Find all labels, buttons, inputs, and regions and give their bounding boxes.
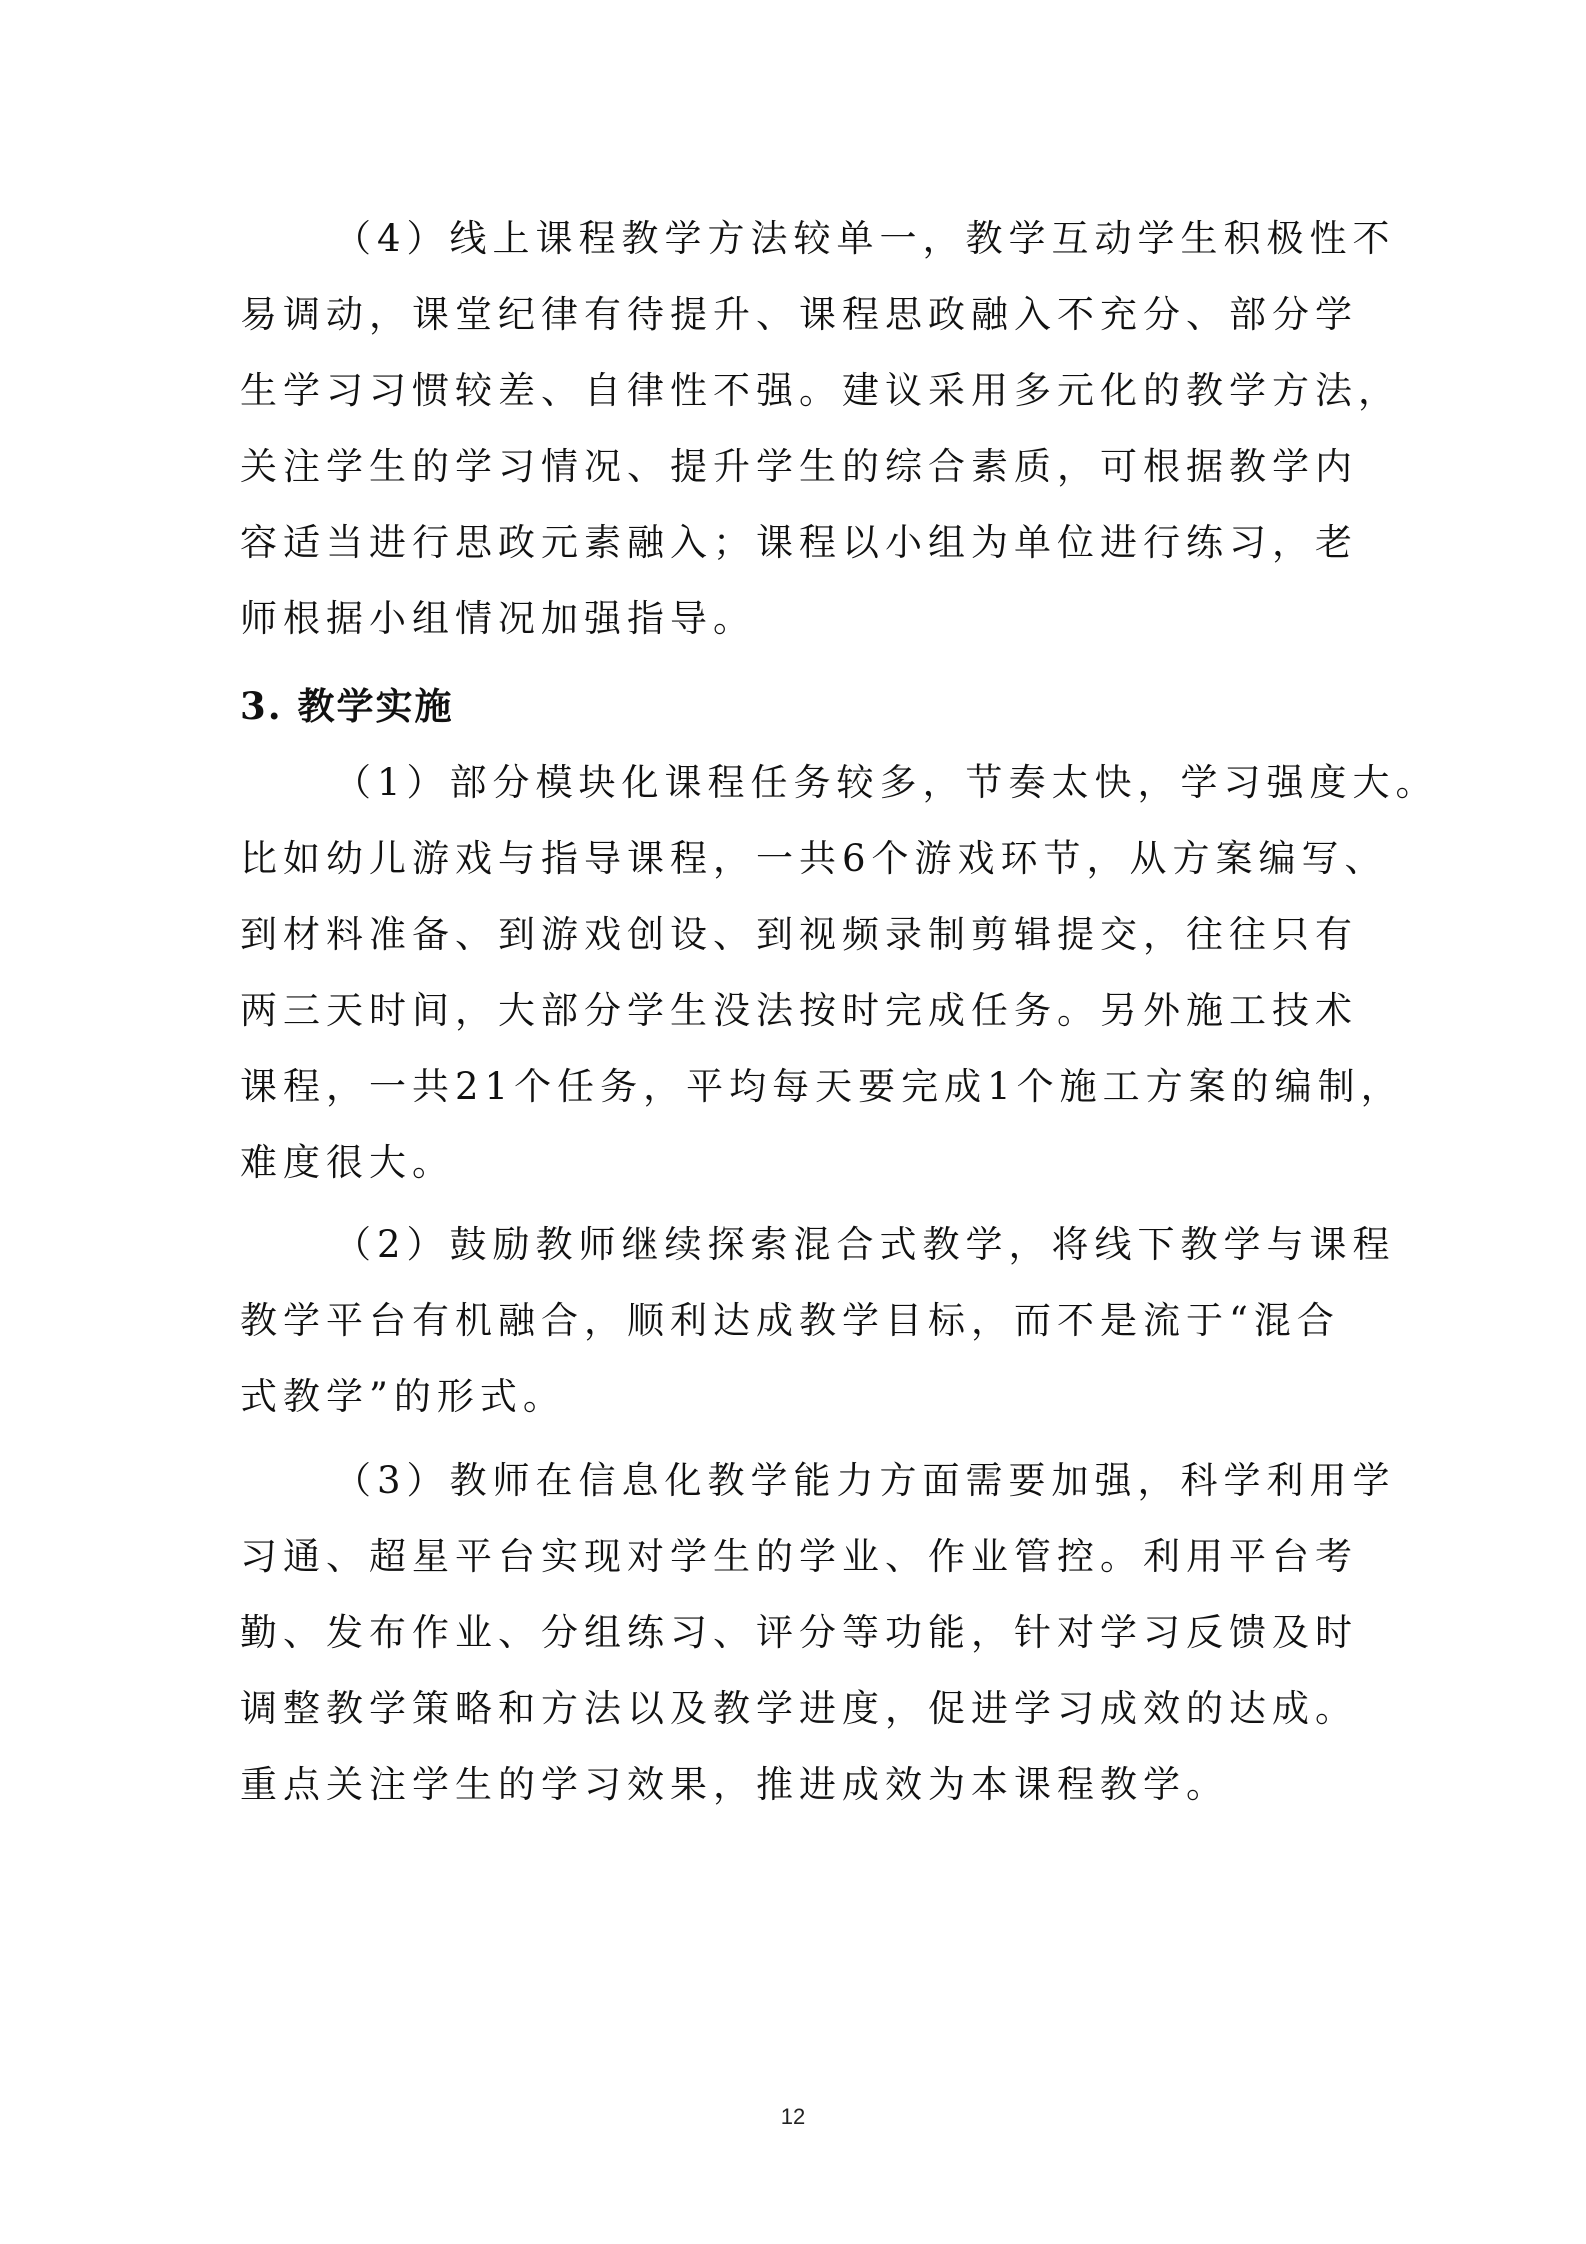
paragraph-4-line-1: （4）线上课程教学方法较单一，教学互动学生积极性不 — [334, 217, 1396, 260]
paragraph-3-line-2: 习通、超星平台实现对学生的学业、作业管控。利用平台考 — [240, 1535, 1358, 1578]
paragraph-2-line-1: （2）鼓励教师继续探索混合式教学，将线下教学与课程 — [334, 1223, 1396, 1266]
paragraph-2-line-3: 式教学”的形式。 — [240, 1375, 566, 1418]
paragraph-4-line-4: 关注学生的学习情况、提升学生的综合素质，可根据教学内 — [240, 445, 1358, 488]
paragraph-1-line-4: 两三天时间，大部分学生没法按时完成任务。另外施工技术 — [240, 989, 1358, 1032]
paragraph-4-line-6: 师根据小组情况加强指导。 — [240, 597, 756, 640]
page-number: 12 — [780, 2104, 806, 2129]
paragraph-4-line-5: 容适当进行思政元素融入；课程以小组为单位进行练习，老 — [240, 521, 1358, 564]
paragraph-1-line-2: 比如幼儿游戏与指导课程，一共6个游戏环节，从方案编写、 — [240, 837, 1388, 880]
section-heading: 3. 教学实施 — [240, 684, 454, 728]
paragraph-1-line-6: 难度很大。 — [240, 1141, 455, 1184]
paragraph-3-line-4: 调整教学策略和方法以及教学进度，促进学习成效的达成。 — [240, 1687, 1358, 1730]
paragraph-3-line-1: （3）教师在信息化教学能力方面需要加强，科学利用学 — [334, 1459, 1396, 1502]
paragraph-1-line-3: 到材料准备、到游戏创设、到视频录制剪辑提交，往往只有 — [240, 913, 1358, 956]
paragraph-4-line-3: 生学习习惯较差、自律性不强。建议采用多元化的教学方法， — [240, 369, 1401, 412]
paragraph-3-line-3: 勤、发布作业、分组练习、评分等功能，针对学习反馈及时 — [240, 1611, 1358, 1654]
paragraph-3-line-5: 重点关注学生的学习效果，推进成效为本课程教学。 — [240, 1763, 1229, 1806]
paragraph-1-line-5: 课程，一共21个任务，平均每天要完成1个施工方案的编制， — [240, 1065, 1404, 1108]
paragraph-4-line-2: 易调动，课堂纪律有待提升、课程思政融入不充分、部分学 — [240, 293, 1358, 336]
paragraph-1-line-1: （1）部分模块化课程任务较多，节奏太快，学习强度大。 — [334, 761, 1439, 804]
paragraph-2-line-2: 教学平台有机融合，顺利达成教学目标，而不是流于“混合 — [240, 1299, 1340, 1342]
